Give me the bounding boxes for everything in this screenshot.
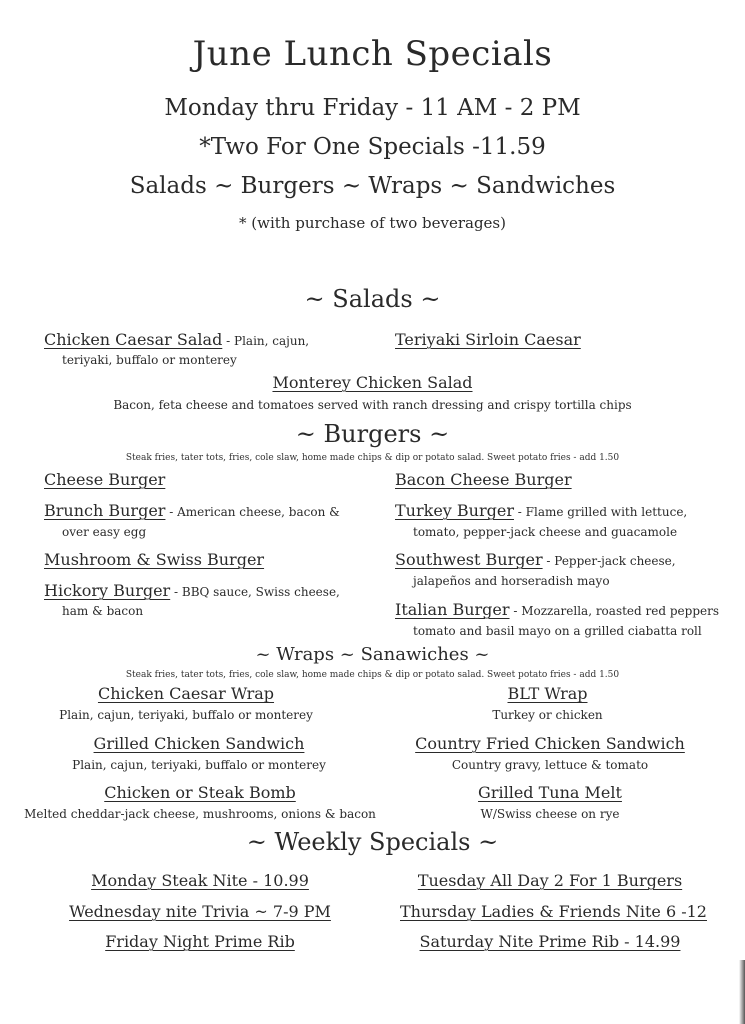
item-name: Grilled Tuna Melt <box>478 783 622 802</box>
burgers-sides: Steak fries, tater tots, fries, cole slaw, home made chips & dip or potato salad. Sweet potato fries - add 1.50 <box>125 453 620 463</box>
item-name: Southwest Burger <box>395 550 543 569</box>
weekly-item: Wednesday nite Trivia ~ 7-9 PM <box>69 902 331 921</box>
item-name: Grilled Chicken Sandwich <box>93 734 305 753</box>
item-name: Brunch Burger <box>44 501 166 520</box>
item-name: Monterey Chicken Salad <box>272 373 473 392</box>
menu-item <box>395 550 676 569</box>
footnote: * (with purchase of two beverages) <box>239 214 506 232</box>
item-desc: Plain, cajun, teriyaki, buffalo or monterey <box>72 758 326 772</box>
item-name: Country Fried Chicken Sandwich <box>415 734 685 753</box>
weekly-heading: ~ Weekly Specials ~ <box>246 828 499 856</box>
item-name: BLT Wrap <box>507 684 588 703</box>
item-name: Italian Burger <box>395 600 510 619</box>
item-desc: teriyaki, buffalo or monterey <box>62 353 237 367</box>
item-desc: Country gravy, lettuce & tomato <box>451 758 649 772</box>
item-desc: jalapeños and horseradish mayo <box>413 574 610 588</box>
item-name: Chicken or Steak Bomb <box>104 783 296 802</box>
item-desc: - Pepper-jack cheese, <box>542 554 676 568</box>
menu-item <box>400 734 700 772</box>
menu-item <box>0 783 400 821</box>
menu-item <box>360 684 735 722</box>
categories-line: Salads ~ Burgers ~ Wraps ~ Sandwiches <box>129 173 616 199</box>
salads-heading: ~ Salads ~ <box>304 285 441 313</box>
special-line: *Two For One Specials -11.59 <box>199 134 546 160</box>
item-desc: - Mozzarella, roasted red peppers <box>509 604 719 618</box>
wraps-sides: Steak fries, tater tots, fries, cole slaw, home made chips & dip or potato salad. Sweet potato fries - add 1.50 <box>125 670 620 680</box>
item-name: Mushroom & Swiss Burger <box>44 550 265 569</box>
item-desc: Melted cheddar-jack cheese, mushrooms, onions & bacon <box>24 807 376 821</box>
item-desc: - BBQ sauce, Swiss cheese, <box>170 585 340 599</box>
menu-item <box>395 600 719 619</box>
item-desc: tomato and basil mayo on a grilled ciabatta roll <box>413 624 702 638</box>
weekly-item: Saturday Nite Prime Rib - 14.99 <box>419 932 681 951</box>
menu-item <box>400 783 700 821</box>
item-desc: tomato, pepper-jack cheese and guacamole <box>413 525 678 539</box>
weekly-item: Thursday Ladies & Friends Nite 6 -12 <box>400 902 707 921</box>
item-name: Turkey Burger <box>395 501 514 520</box>
weekly-item: Friday Night Prime Rib <box>105 932 295 951</box>
menu-item <box>0 734 398 772</box>
item-name: Chicken Caesar Wrap <box>97 684 275 703</box>
page-edge-shadow <box>739 960 745 1024</box>
item-name: Bacon Cheese Burger <box>395 470 572 489</box>
item-name: Teriyaki Sirloin Caesar <box>395 330 581 349</box>
hours-line: Monday thru Friday - 11 AM - 2 PM <box>164 95 581 121</box>
item-name: Cheese Burger <box>44 470 166 489</box>
menu-item <box>44 581 340 600</box>
item-desc: over easy egg <box>62 525 147 539</box>
item-desc: Turkey or chicken <box>492 708 603 722</box>
menu-item <box>0 684 372 722</box>
page-title: June Lunch Specials <box>192 34 553 74</box>
item-desc: Bacon, feta cheese and tomatoes served with ranch dressing and crispy tortilla chips <box>113 398 632 412</box>
item-desc: W/Swiss cheese on rye <box>480 807 620 821</box>
burgers-heading: ~ Burgers ~ <box>295 420 450 448</box>
item-name: Hickory Burger <box>44 581 171 600</box>
item-desc: ham & bacon <box>62 604 144 618</box>
item-desc: - Flame grilled with lettuce, <box>513 505 688 519</box>
menu-item <box>44 330 309 349</box>
menu-item <box>395 501 687 520</box>
item-desc: - Plain, cajun, <box>222 334 310 348</box>
item-desc: - American cheese, bacon & <box>165 505 340 519</box>
menu-item <box>44 501 340 520</box>
menu-item <box>0 373 745 392</box>
item-desc: Plain, cajun, teriyaki, buffalo or monterey <box>59 708 313 722</box>
weekly-item: Monday Steak Nite - 10.99 <box>91 871 309 890</box>
item-name: Chicken Caesar Salad <box>44 330 223 349</box>
wraps-heading: ~ Wraps ~ Sanawiches ~ <box>255 644 490 665</box>
weekly-item: Tuesday All Day 2 For 1 Burgers <box>417 871 683 890</box>
